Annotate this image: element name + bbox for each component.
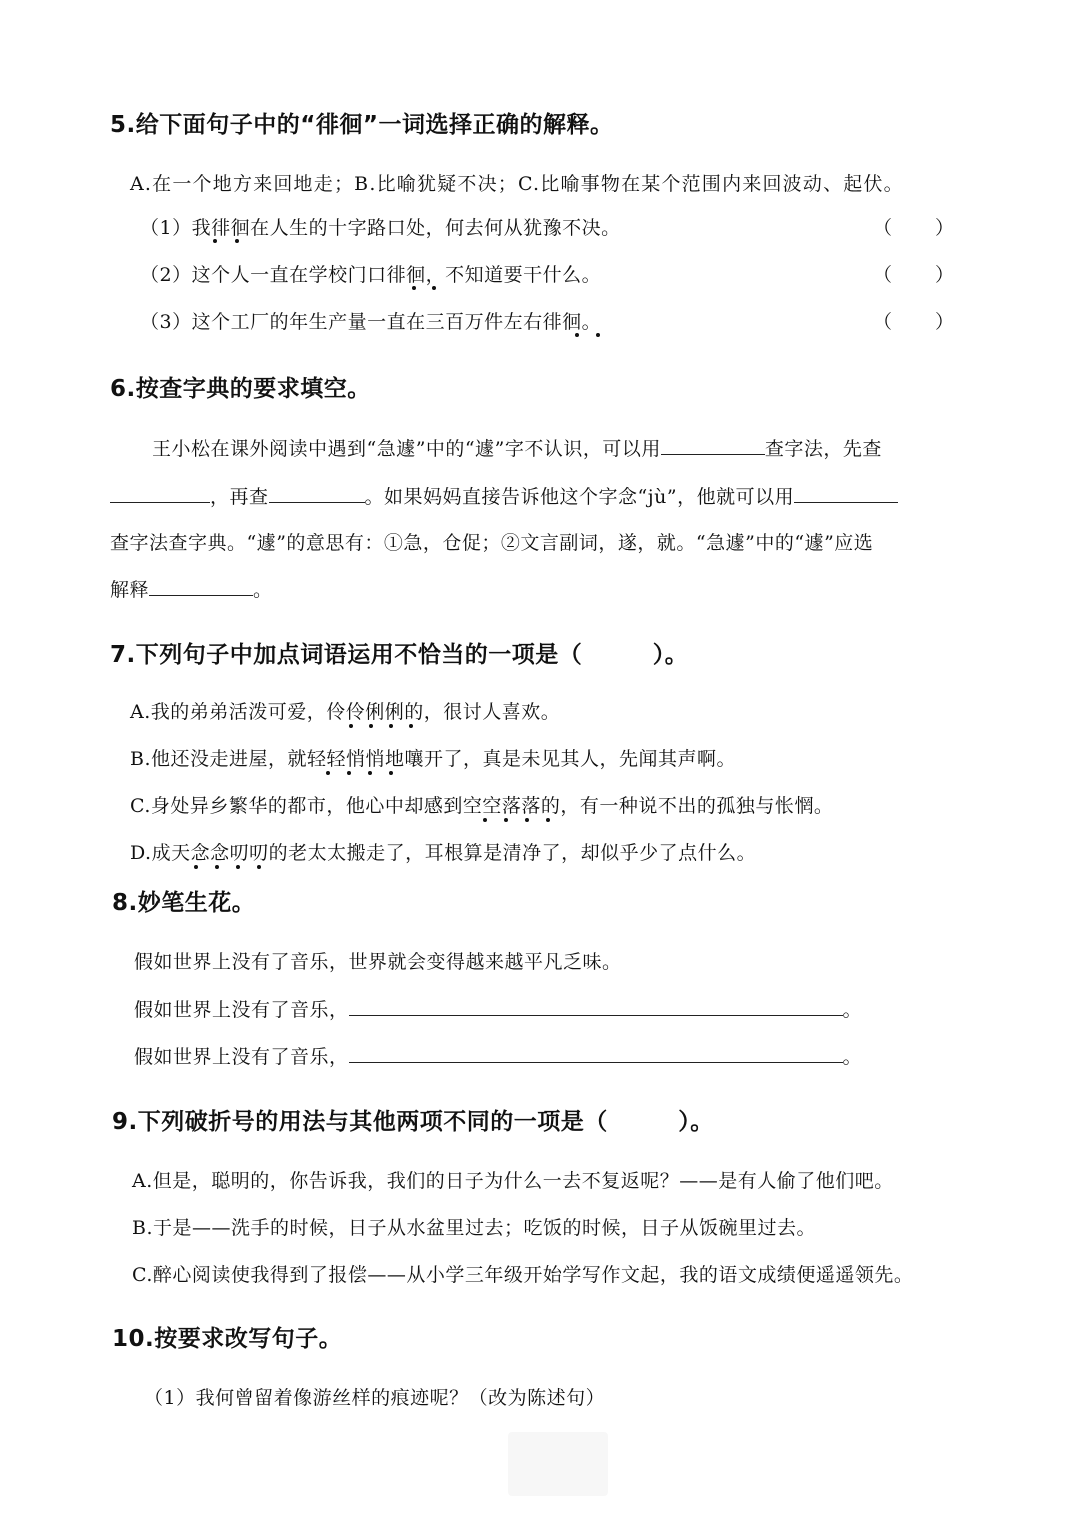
answer-paren-close: ）	[935, 311, 955, 333]
fill-blank[interactable]	[794, 501, 898, 503]
emphasis-dot	[412, 286, 416, 290]
question-7-option-b: B.他还没走进屋，就轻轻悄悄地嚷开了，真是未见其人，先闻其声啊。	[130, 748, 737, 770]
question-8-line-2: 假如世界上没有了音乐， 。	[134, 1046, 863, 1068]
emphasis-dot	[368, 771, 372, 775]
fill-blank[interactable]	[269, 501, 365, 503]
emphasis-dot	[194, 865, 198, 869]
question-7-option-c: C.身处异乡繁华的都市，他心中却感到空空落落的，有一种说不出的孤独与怅惘。	[130, 795, 834, 817]
writing-blank[interactable]	[349, 1061, 843, 1063]
emphasis-dot	[235, 239, 239, 243]
emphasis-dot	[596, 333, 600, 337]
question-6-title: 6.按查字典的要求填空。	[110, 376, 371, 402]
emphasis-dot	[504, 818, 508, 822]
question-5-item-2: （2）这个人一直在学校门口徘徊，不知道要干什么。	[140, 264, 602, 286]
question-9-option-a: A.但是，聪明的，你告诉我，我们的日子为什么一去不复返呢？——是有人偷了他们吧。	[132, 1170, 894, 1192]
writing-blank[interactable]	[349, 1014, 843, 1016]
answer-paren-close: ）	[935, 217, 955, 239]
fill-blank[interactable]	[149, 594, 253, 596]
question-10-item-1: （1）我何曾留着像游丝样的痕迹呢？（改为陈述句）	[144, 1387, 606, 1409]
question-6-line-2: ，再查 。如果妈妈直接告诉他这个字念“jù”，他就可以用	[110, 482, 898, 509]
question-7-title: 7.下列句子中加点词语运用不恰当的一项是（ ）。	[110, 642, 689, 668]
question-10-title: 10.按要求改写句子。	[112, 1326, 343, 1352]
fill-blank[interactable]	[661, 453, 765, 455]
question-6-line-3: 查字法查字典。“遽”的意思有：①急，仓促；②文言副词，遂，就。“急遽”中的“遽”应选	[110, 532, 874, 554]
question-8-line-1: 假如世界上没有了音乐， 。	[134, 999, 863, 1021]
question-6-line-1: 王小松在课外阅读中遇到“急遽”中的“遽”字不认识，可以用 查字法，先查	[152, 438, 882, 460]
emphasis-dot	[347, 771, 351, 775]
question-9-option-b: B.于是——洗手的时候，日子从水盆里过去；吃饭的时候，日子从饭碗里过去。	[132, 1217, 817, 1239]
question-9-option-c: C.醉心阅读使我得到了报偿——从小学三年级开始学写作文起，我的语文成绩便遥遥领先。	[132, 1264, 914, 1286]
question-5-item-3: （3）这个工厂的年生产量一直在三百万件左右徘徊。	[140, 311, 602, 333]
answer-paren-open: （	[873, 311, 893, 333]
emphasis-dot	[326, 771, 330, 775]
emphasis-dot	[236, 865, 240, 869]
question-7-option-d: D.成天念念叨叨的老太太搬走了，耳根算是清净了，却似乎少了点什么。	[130, 842, 757, 864]
question-7-option-a: A.我的弟弟活泼可爱，伶伶俐俐的，很讨人喜欢。	[130, 701, 561, 723]
emphasis-dot	[409, 724, 413, 728]
emphasis-dot	[369, 724, 373, 728]
question-6-line-4: 解释 。	[110, 579, 273, 601]
emphasis-dot	[483, 818, 487, 822]
emphasis-dot	[215, 865, 219, 869]
question-5-title: 5.给下面句子中的“徘徊”一词选择正确的解释。	[110, 112, 614, 138]
answer-paren-close: ）	[935, 264, 955, 286]
emphasis-dot	[546, 818, 550, 822]
answer-paren-open: （	[873, 217, 893, 239]
question-5-item-1: （1）我徘徊在人生的十字路口处，何去何从犹豫不决。	[140, 217, 621, 239]
emphasis-dot	[257, 865, 261, 869]
emphasis-dot	[432, 286, 436, 290]
question-5-options: A.在一个地方来回地走；B.比喻犹疑不决；C.比喻事物在某个范围内来回波动、起伏。	[130, 173, 904, 195]
question-8-example: 假如世界上没有了音乐，世界就会变得越来越平凡乏味。	[134, 951, 622, 973]
emphasis-dot	[575, 333, 579, 337]
scan-smudge	[508, 1432, 608, 1496]
answer-paren-open: （	[873, 264, 893, 286]
emphasis-dot	[213, 239, 217, 243]
emphasis-dot	[525, 818, 529, 822]
question-8-title: 8.妙笔生花。	[112, 890, 256, 916]
fill-blank[interactable]	[110, 501, 210, 503]
emphasis-dot	[349, 724, 353, 728]
emphasis-dot	[389, 724, 393, 728]
emphasis-dot	[389, 771, 393, 775]
question-9-title: 9.下列破折号的用法与其他两项不同的一项是（ ）。	[112, 1109, 714, 1135]
